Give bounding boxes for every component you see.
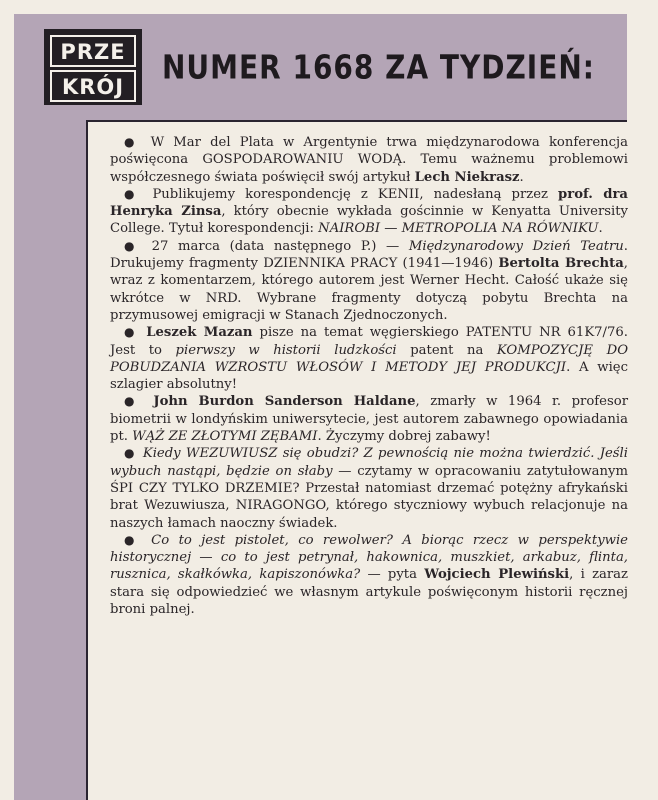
list-item: ● Publikujemy korespondencję z KENII, nadesłaną przez prof. dra Henryka Zinsa, który obecnie wykłada gościnnie w Kenyatta University College. Tytuł korespondencji: NAIROBI — METROPOLIA NA RÓWNIKU.: [110, 186, 629, 237]
list-item: ● 27 marca (data następnego P.) — Międzynarodowy Dzień Teatru. Drukujemy fragmenty DZIENNIKA PRACY (1941—1946) Bertolta Brechta, wraz z komentarzem, którego autorem jest Werner Hecht. Całość ukaże się wkrótce w NRD. Wybrane fragmenty dotyczą pobytu Brechta na przymusowej emigracji w Stanach Zjednoczonych.: [110, 238, 628, 323]
bullet-icon: ●: [124, 238, 140, 253]
bullet-icon: ●: [124, 446, 136, 461]
list-item: ● Co to jest pistolet, co rewolwer? A biorąc rzecz w perspektywie historycznej — co to jest petrynał, hakownica, muszkiet, arkabuz, flinta, rusznica, skałkówka, kapiszonówka? — pyta Wojciech Plewiński, i zaraz stara się odpowiedzieć we własnym artykule poświęconym historii ręcznej broni palnej.: [110, 532, 628, 618]
bullet-icon: ●: [124, 186, 141, 201]
issue-headline: NUMER 1668 ZA TYDZIEŃ:: [162, 48, 595, 87]
list-item: ● Kiedy WEZUWIUSZ się obudzi? Z pewnością nie można twierdzić. Jeśli wybuch nastąpi, będzie on słaby — czytamy w opracowaniu zatytułowanym ŚPI CZY TYLKO DRZEMIE? Przestał natomiast drzemać potężny afrykański brat Wezuwiusza, NIRAGONGO, którego styczniowy wybuch relacjonuje na naszych łamach naoczny świadek.: [110, 446, 628, 531]
article-list: [110, 134, 628, 618]
list-item: ● W Mar del Plata w Argentynie trwa międzynarodowa konferencja poświęcona GOSPODAROWANIU WODĄ. Temu ważnemu problemowi współczesnego świata poświęcił swój artykuł Lech Niekrasz.: [110, 135, 628, 185]
bullet-icon: ●: [124, 135, 140, 149]
logo-line-2: KRÓJ: [50, 70, 136, 102]
list-item: ● John Burdon Sanderson Haldane, zmarły w 1964 r. profesor biometrii w londyńskim uniwersytecie, jest autorem zabawnego opowiadania pt. WĄŻ ZE ZŁOTYMI ZĘBAMI. Życzymy dobrej zabawy!: [110, 394, 628, 445]
przekroj-logo: [44, 29, 142, 105]
logo-line-1: PRZE: [50, 35, 136, 67]
left-band: [14, 14, 86, 800]
bullet-icon: ●: [124, 394, 141, 409]
bullet-icon: ●: [124, 532, 140, 547]
bullet-icon: ●: [124, 325, 138, 340]
list-item: ● Leszek Mazan pisze na temat węgierskiego PATENTU NR 61K7/76. Jest to pierwszy w historii ludzkości patent na KOMPOZYCJĘ DO POBUDZANIA WZROSTU WŁOSÓW I METODY JEJ PRODUKCJI. A więc szlagier absolutny!: [110, 325, 629, 393]
frame-rule-left: [86, 120, 88, 800]
frame-rule-top: [86, 120, 627, 122]
